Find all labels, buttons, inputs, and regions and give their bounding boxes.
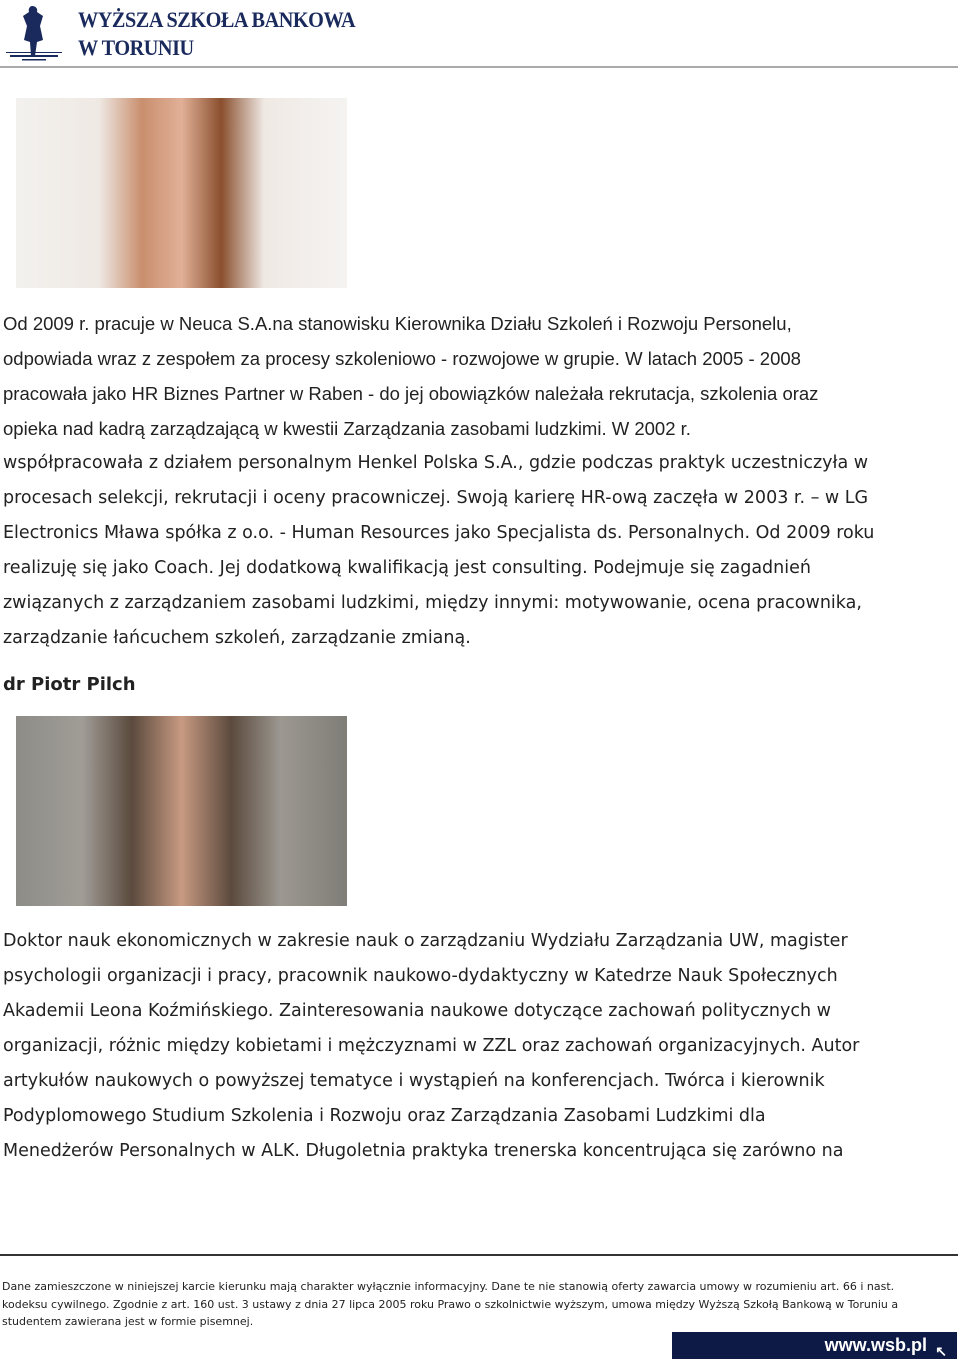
website-banner[interactable] <box>672 1332 957 1359</box>
text-line: Electronics Mława spółka z o.o. - Human Resources jako Specjalista ds. Personalnych. Od 2009 roku <box>3 523 875 543</box>
brand-line-2: W TORUNIU <box>78 35 194 60</box>
text-line: organizacji, różnic między kobietami i mężczyznami w ZZL oraz zachowań organizacyjnych. Autor <box>3 1036 860 1056</box>
footer-divider <box>0 1254 958 1256</box>
text-line: opieka nad kadrą zarządzającą w kwestii Zarządzania zasobami ludzkimi. W 2002 r. <box>3 418 691 439</box>
text-line: Od 2009 r. pracuje w Neuca S.A.na stanowisku Kierownika Działu Szkoleń i Rozwoju Personelu, <box>3 313 792 334</box>
header-divider <box>0 66 958 68</box>
website-link[interactable]: www.wsb.pl <box>824 1335 927 1355</box>
university-logo <box>4 2 64 64</box>
text-line: pracowała jako HR Biznes Partner w Raben - do jej obowiązków należała rekrutacja, szkolenia oraz <box>3 383 819 404</box>
text-line: zarządzanie łańcuchem szkoleń, zarządzanie zmianą. <box>3 628 471 648</box>
text-line: realizuję się jako Coach. Jej dodatkową kwalifikacją jest consulting. Podejmuje się zagadnień <box>3 558 811 578</box>
person-name-heading: dr Piotr Pilch <box>3 674 136 695</box>
bio-paragraph-1 <box>3 306 874 656</box>
portrait-photo-2 <box>16 716 347 906</box>
text-line: Menedżerów Personalnych w ALK. Długoletnia praktyka trenerska koncentrująca się zarówno na <box>3 1141 844 1161</box>
text-line: Doktor nauk ekonomicznych w zakresie nauk o zarządzaniu Wydziału Zarządzania UW, magister <box>3 931 848 951</box>
text-line: Akademii Leona Koźmińskiego. Zainteresowania naukowe dotyczące zachowań politycznych w <box>3 1001 831 1021</box>
portrait-photo-1 <box>16 98 347 288</box>
footer-disclaimer <box>2 1278 898 1331</box>
cursor-icon: ↖ <box>935 1343 947 1359</box>
text-line: współpracowała z działem personalnym Henkel Polska S.A., gdzie podczas praktyk uczestniczyła w <box>3 453 869 473</box>
university-name <box>78 6 355 62</box>
footer-line: Dane zamieszczone w niniejszej karcie kierunku mają charakter wyłącznie informacyjny. Dane te nie stanowią oferty zawarcia umowy w rozumieniu art. 66 i nast. <box>2 1280 895 1293</box>
text-line: artykułów naukowych o powyższej tematyce i wystąpień na konferencjach. Twórca i kierownik <box>3 1071 825 1091</box>
text-line: związanych z zarządzaniem zasobami ludzkimi, między innymi: motywowanie, ocena pracownika, <box>3 593 862 613</box>
text-line: procesach selekcji, rekrutacji i oceny pracowniczej. Swoją karierę HR-ową zaczęła w 2003 r. – w LG <box>3 488 869 508</box>
brand-line-1: WYŻSZA SZKOŁA BANKOWA <box>78 7 356 32</box>
text-line: odpowiada wraz z zespołem za procesy szkoleniowo - rozwojowe w grupie. W latach 2005 - 2008 <box>3 348 801 369</box>
footer-line: kodeksu cywilnego. Zgodnie z art. 160 ust. 3 ustawy z dnia 27 lipca 2005 roku Prawo o szkolnictwie wyższym, umowa między Wyższą Szkołą Bankową w Toruniu a <box>2 1297 899 1311</box>
text-line: psychologii organizacji i pracy, pracownik naukowo-dydaktyczny w Katedrze Nauk Społecznych <box>3 966 838 986</box>
footer-line: studentem zawierana jest w formie pisemnej. <box>2 1315 254 1328</box>
text-line: Podyplomowego Studium Szkolenia i Rozwoju oraz Zarządzania Zasobami Ludzkimi dla <box>3 1106 766 1126</box>
bio-paragraph-2 <box>3 924 859 1169</box>
